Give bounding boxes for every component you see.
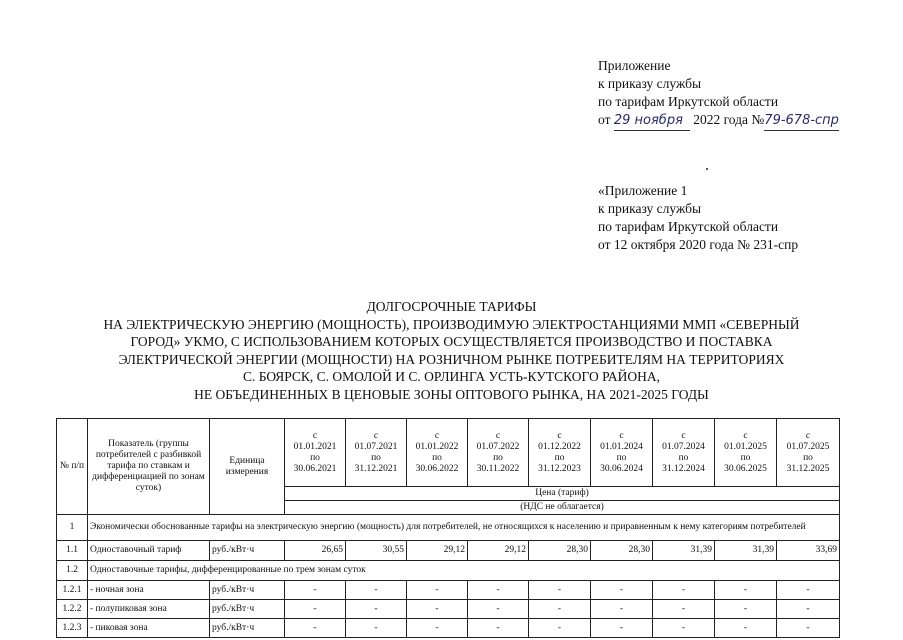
table-cell: 29,12 bbox=[468, 541, 529, 561]
title-line: ДОЛГОСРОЧНЫЕ ТАРИФЫ bbox=[366, 299, 537, 314]
handwritten-order-date: 29 ноября bbox=[614, 112, 690, 131]
table-cell: - bbox=[715, 600, 777, 619]
period-header: с 01.07.2021 по 31.12.2021 bbox=[346, 419, 407, 487]
table-cell: - bbox=[777, 581, 840, 600]
row-num: 1.2.2 bbox=[57, 600, 88, 619]
table-cell: 28,30 bbox=[591, 541, 653, 561]
order-year: 2022 года № bbox=[693, 112, 765, 127]
appendix-old-line: «Приложение 1 bbox=[598, 183, 688, 198]
section-text: Экономически обоснованные тарифы на электрическую энергию (мощность) для потребителей, не относящихся к населению и приравненным к нему категориям потребителей bbox=[88, 515, 840, 541]
row-name: - ночная зона bbox=[88, 581, 210, 600]
header-unit: Единица измерения bbox=[210, 419, 285, 515]
period-header: с 01.01.2022 по 30.06.2022 bbox=[407, 419, 468, 487]
table-cell: - bbox=[715, 581, 777, 600]
table-cell: - bbox=[777, 600, 840, 619]
table-cell: - bbox=[653, 619, 715, 638]
table-cell: - bbox=[777, 619, 840, 638]
table-cell: - bbox=[285, 600, 346, 619]
table-cell: - bbox=[653, 581, 715, 600]
header-indicator: Показатель (группы потребителей с разбивкой тарифа по ставкам и дифференциацией по зонам суток) bbox=[88, 419, 210, 515]
title-line: НЕ ОБЪЕДИНЕННЫХ В ЦЕНОВЫЕ ЗОНЫ ОПТОВОГО РЫНКА, НА 2021-2025 ГОДЫ bbox=[194, 386, 709, 402]
row-name: - пиковая зона bbox=[88, 619, 210, 638]
row-name: - полупиковая зона bbox=[88, 600, 210, 619]
table-cell: - bbox=[346, 619, 407, 638]
table-cell: - bbox=[591, 600, 653, 619]
header-num: № п/п bbox=[57, 419, 88, 515]
period-header: с 01.01.2021 по 30.06.2021 bbox=[285, 419, 346, 487]
title-line: ЭЛЕКТРИЧЕСКОЙ ЭНЕРГИИ (МОЩНОСТИ) НА РОЗНИЧНОМ РЫНКЕ ПОТРЕБИТЕЛЯМ НА ТЕРРИТОРИЯХ bbox=[118, 351, 785, 367]
appendix-old-line: по тарифам Иркутской области bbox=[598, 219, 779, 234]
appendix-old-block bbox=[598, 182, 798, 254]
table-cell: 31,39 bbox=[715, 541, 777, 561]
vat-label: (НДС не облагается) bbox=[285, 501, 840, 515]
row-unit: руб./кВт·ч bbox=[210, 600, 285, 619]
table-cell: - bbox=[653, 600, 715, 619]
table-cell: - bbox=[346, 600, 407, 619]
row-name: Одноставочный тариф bbox=[88, 541, 210, 561]
document-title bbox=[40, 298, 863, 403]
appendix-new-line: Приложение bbox=[598, 58, 671, 73]
row-num: 1.2.1 bbox=[57, 581, 88, 600]
appendix-old-line: от 12 октября 2020 года № 231-спр bbox=[598, 237, 799, 252]
title-line: НА ЭЛЕКТРИЧЕСКУЮ ЭНЕРГИЮ (МОЩНОСТЬ), ПРОИЗВОДИМУЮ ЭЛЕКТРОСТАНЦИЯМИ ММП «СЕВЕРНЫЙ bbox=[103, 316, 800, 332]
table-cell: 28,30 bbox=[529, 541, 591, 561]
table-cell: - bbox=[715, 619, 777, 638]
price-label: Цена (тариф) bbox=[285, 487, 840, 501]
table-cell: - bbox=[285, 619, 346, 638]
title-line: ГОРОД» УКМО, С ИСПОЛЬЗОВАНИЕМ КОТОРЫХ ОСУЩЕСТВЛЯЕТСЯ ПРОИЗВОДСТВО И ПОСТАВКА bbox=[130, 334, 773, 349]
row-num: 1.2 bbox=[57, 561, 88, 581]
order-line bbox=[598, 111, 839, 131]
period-header: с 01.07.2024 по 31.12.2024 bbox=[653, 419, 715, 487]
table-cell: 26,65 bbox=[285, 541, 346, 561]
title-line: С. БОЯРСК, С. ОМОЛОЙ И С. ОРЛИНГА УСТЬ-КУТСКОГО РАЙОНА, bbox=[243, 369, 660, 384]
table-cell: - bbox=[468, 619, 529, 638]
table-header-row bbox=[57, 419, 840, 487]
table-cell: 30,55 bbox=[346, 541, 407, 561]
table-cell: - bbox=[407, 619, 468, 638]
tariff-table bbox=[56, 418, 840, 638]
table-row bbox=[57, 600, 840, 619]
row-num: 1 bbox=[57, 515, 88, 541]
row-unit: руб./кВт·ч bbox=[210, 619, 285, 638]
appendix-old-line: к приказу службы bbox=[598, 201, 702, 216]
table-cell: - bbox=[285, 581, 346, 600]
table-cell: - bbox=[529, 619, 591, 638]
table-row bbox=[57, 541, 840, 561]
period-header: с 01.01.2024 по 30.06.2024 bbox=[591, 419, 653, 487]
handwritten-order-number: 79-678-спр bbox=[764, 112, 839, 131]
row-num: 1.2.3 bbox=[57, 619, 88, 638]
appendix-new-line: к приказу службы bbox=[598, 76, 702, 91]
table-cell: - bbox=[529, 600, 591, 619]
order-prefix: от bbox=[598, 112, 611, 127]
table-cell: - bbox=[346, 581, 407, 600]
table-cell: - bbox=[468, 581, 529, 600]
period-header: с 01.07.2025 по 31.12.2025 bbox=[777, 419, 840, 487]
table-cell: - bbox=[591, 619, 653, 638]
table-cell: - bbox=[468, 600, 529, 619]
table-cell: 31,39 bbox=[653, 541, 715, 561]
table-cell: - bbox=[591, 581, 653, 600]
row-unit: руб./кВт·ч bbox=[210, 541, 285, 561]
table-row bbox=[57, 515, 840, 541]
table-cell: - bbox=[529, 581, 591, 600]
table-cell: - bbox=[407, 581, 468, 600]
section-text: Одноставочные тарифы, дифференцированные по трем зонам суток bbox=[88, 561, 840, 581]
appendix-new-line: по тарифам Иркутской области bbox=[598, 94, 779, 109]
table-row bbox=[57, 619, 840, 638]
period-header: с 01.12.2022 по 31.12.2023 bbox=[529, 419, 591, 487]
row-num: 1.1 bbox=[57, 541, 88, 561]
table-cell: 33,69 bbox=[777, 541, 840, 561]
stray-mark bbox=[706, 168, 708, 170]
appendix-new-block bbox=[598, 57, 839, 131]
table-row bbox=[57, 561, 840, 581]
table-cell: 29,12 bbox=[407, 541, 468, 561]
period-header: с 01.07.2022 по 30.11.2022 bbox=[468, 419, 529, 487]
table-row bbox=[57, 581, 840, 600]
table-cell: - bbox=[407, 600, 468, 619]
row-unit: руб./кВт·ч bbox=[210, 581, 285, 600]
period-header: с 01.01.2025 по 30.06.2025 bbox=[715, 419, 777, 487]
